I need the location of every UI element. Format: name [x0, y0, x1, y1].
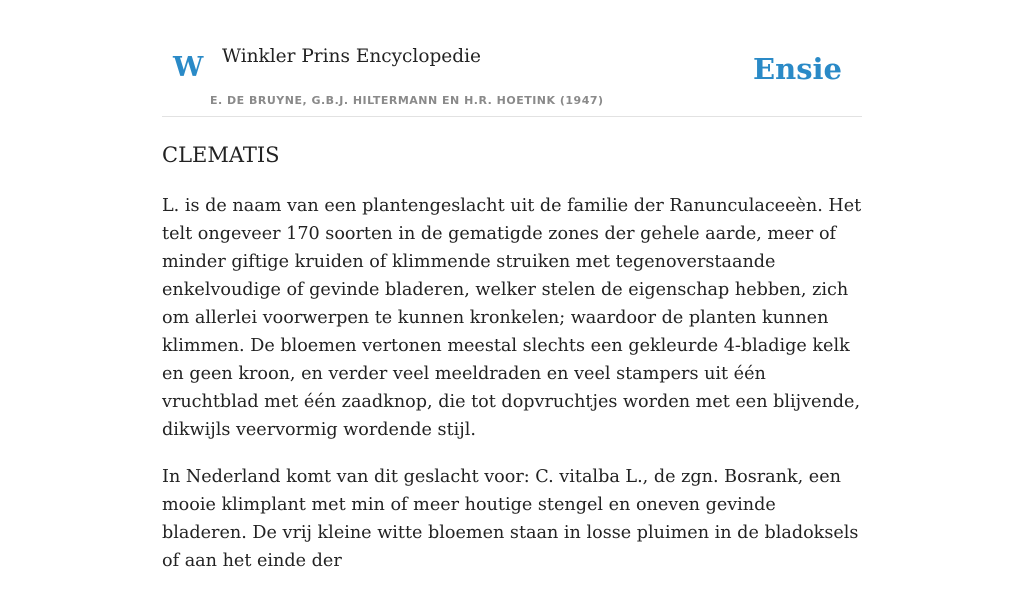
article-paragraph: L. is de naam van een plantengeslacht uit de familie der Ranunculaceeèn. Het telt ongeveer 170 soorten in de gematigde zones der gehele aarde, meer of minder giftige kruiden of klimmende struiken met tegenoverstaande enkelvoudige of gevinde bladeren, welker stelen de eigenschap hebben, zich om allerlei voorwerpen te kunnen kronkelen; waardoor de planten kunnen klimmen. De bloemen vertonen meestal slechts een gekleurde 4-bladige kelk en geen kroon, en verder veel meeldraden en veel stampers uit één vruchtblad met één zaadknop, die tot dopvruchtjes worden met een blijvende, dikwijls veervormig wordende stijl.: [162, 196, 862, 440]
article-paragraph: In Nederland komt van dit geslacht voor: C. vitalba L., de zgn. Bosrank, een mooie klimplant met min of meer houtige stengel en oneven gevinde bladeren. De vrij kleine witte bloemen staan in losse pluimen in de bladoksels of aan het einde der: [162, 467, 859, 571]
article-title: CLEMATIS: [162, 143, 280, 167]
publication-authors: E. DE BRUYNE, G.B.J. HILTERMANN EN H.R. HOETINK (1947): [210, 94, 604, 107]
article: [162, 140, 862, 594]
winkler-prins-logo[interactable]: W: [173, 52, 204, 83]
header: [162, 0, 862, 117]
publication-title[interactable]: Winkler Prins Encyclopedie: [222, 46, 481, 67]
ensie-brand-logo[interactable]: Ensie: [753, 52, 842, 86]
